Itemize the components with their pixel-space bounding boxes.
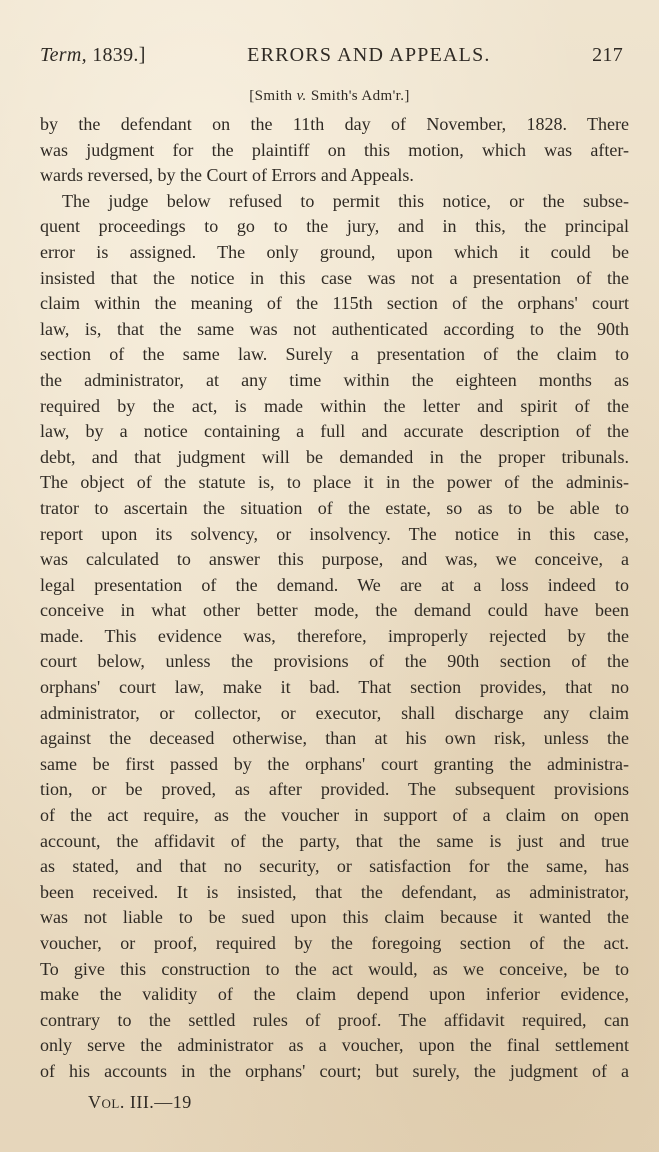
text-line: contrary to the settled rules of proof. The affidavit required, can bbox=[40, 1009, 629, 1030]
text-line: the administrator, at any time within the eighteen months as bbox=[40, 369, 629, 390]
text-line: court below, unless the provisions of the 90th section of the bbox=[40, 651, 629, 672]
text-line: been received. It is insisted, that the defendant, as administrator, bbox=[40, 881, 629, 902]
text-line: make the validity of the claim depend upon inferior evidence, bbox=[40, 984, 629, 1005]
text-line: law, by a notice containing a full and accurate description of the bbox=[40, 421, 629, 442]
text-line: required by the act, is made within the letter and spirit of the bbox=[40, 395, 629, 416]
caption-open: [Smith bbox=[249, 88, 293, 104]
text-line: as stated, and that no security, or satisfaction for the same, has bbox=[40, 856, 629, 877]
text-line: of his accounts in the orphans' court; but surely, the judgment of a bbox=[40, 1060, 629, 1081]
text-line: The judge below refused to permit this notice, or the subse- bbox=[62, 190, 629, 211]
text-line: law, is, that the same was not authenticated according to the 90th bbox=[40, 318, 629, 339]
text-line: made. This evidence was, therefore, improperly rejected by the bbox=[40, 625, 629, 646]
text-line: wards reversed, by the Court of Errors and Appeals. bbox=[40, 165, 414, 186]
text-line: was judgment for the plaintiff on this motion, which was after- bbox=[40, 139, 629, 160]
text-line: section of the same law. Surely a presentation of the claim to bbox=[40, 344, 629, 365]
text-line: The object of the statute is, to place it in the power of the adminis- bbox=[40, 472, 629, 493]
signature-vol: Vol. bbox=[88, 1092, 125, 1112]
text-line: was not liable to be sued upon this claim because it wanted the bbox=[40, 907, 629, 928]
text-line: against the deceased otherwise, than at his own risk, unless the bbox=[40, 728, 629, 749]
text-line: orphans' court law, make it bad. That section provides, that no bbox=[40, 677, 629, 698]
text-line: insisted that the notice in this case was not a presentation of the bbox=[40, 267, 629, 288]
text-line: same be first passed by the orphans' court granting the administra- bbox=[40, 753, 629, 774]
running-head bbox=[40, 44, 623, 74]
running-title: ERRORS AND APPEALS. bbox=[247, 44, 491, 66]
text-line: conceive in what other better mode, the demand could have been bbox=[40, 600, 629, 621]
text-line: of the act require, as the voucher in support of a claim on open bbox=[40, 805, 629, 826]
signature-rest: III.—19 bbox=[129, 1092, 192, 1112]
text-line: quent proceedings to go to the jury, and in this, the principal bbox=[40, 216, 629, 237]
page-number: 217 bbox=[592, 44, 623, 66]
case-caption bbox=[0, 88, 659, 105]
term-year: 1839.] bbox=[92, 44, 146, 66]
text-line: only serve the administrator as a voucher, upon the final settlement bbox=[40, 1035, 629, 1056]
text-line: debt, and that judgment will be demanded in the proper tribunals. bbox=[40, 446, 629, 467]
text-line: To give this construction to the act would, as we conceive, be to bbox=[40, 958, 629, 979]
text-line: claim within the meaning of the 115th section of the orphans' court bbox=[40, 293, 629, 314]
text-line: administrator, or collector, or executor, shall discharge any claim bbox=[40, 702, 629, 723]
text-line: by the defendant on the 11th day of November, 1828. There bbox=[40, 114, 629, 134]
text-line: tion, or be proved, as after provided. The subsequent provisions bbox=[40, 779, 629, 800]
text-line: trator to ascertain the situation of the estate, so as to be able to bbox=[40, 497, 629, 518]
text-line: legal presentation of the demand. We are at a loss indeed to bbox=[40, 574, 629, 595]
text-line: voucher, or proof, required by the foregoing section of the act. bbox=[40, 933, 629, 953]
text-line: report upon its solvency, or insolvency. The notice in this case, bbox=[40, 523, 629, 544]
caption-versus: v. bbox=[296, 88, 307, 104]
text-line: was calculated to answer this purpose, and was, we conceive, a bbox=[40, 549, 629, 570]
text-line: account, the affidavit of the party, that the same is just and true bbox=[40, 830, 629, 851]
signature-mark bbox=[88, 1092, 192, 1113]
text-line: error is assigned. The only ground, upon which it could be bbox=[40, 241, 629, 262]
term-label bbox=[40, 44, 146, 67]
caption-rest: Smith's Adm'r.] bbox=[310, 88, 410, 104]
body-text bbox=[40, 112, 629, 1085]
term-word: Term, bbox=[40, 44, 87, 66]
